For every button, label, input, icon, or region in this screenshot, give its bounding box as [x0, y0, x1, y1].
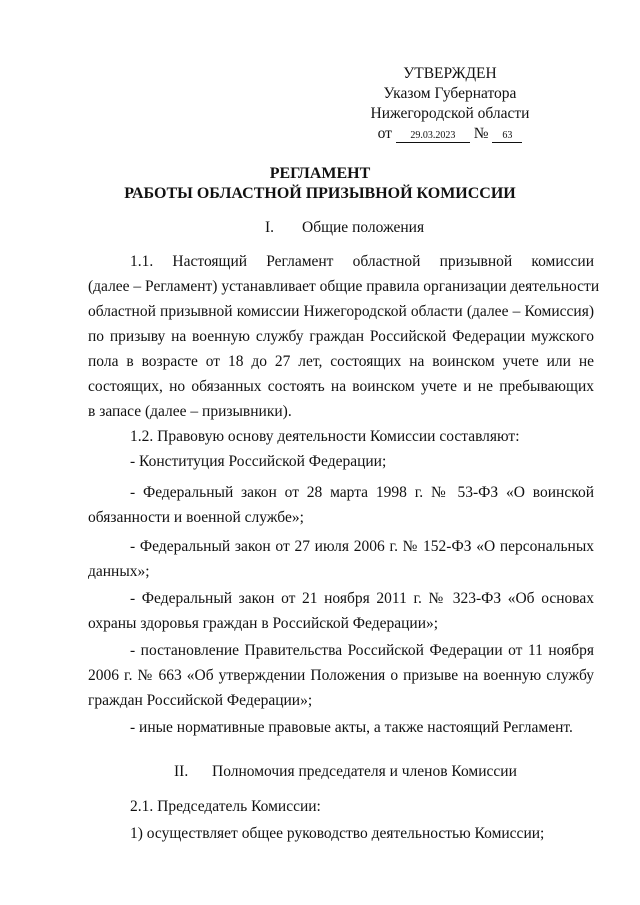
- approval-stamp: [360, 64, 540, 144]
- section-number: I.: [265, 219, 275, 236]
- approval-date-line: [360, 124, 540, 144]
- list-item: - Федеральный закон от 28 марта 1998 г. № 53-ФЗ «О воинской: [130, 484, 594, 501]
- list-item: - Конституция Российской Федерации;: [130, 453, 387, 470]
- list-item-continuation: данных»;: [88, 563, 150, 580]
- list-item: - постановление Правительства Российской Федерации от 11 ноября: [130, 642, 594, 659]
- approval-date-prefix: от: [377, 125, 392, 142]
- paragraph-line: в запасе (далее – призывники).: [88, 403, 292, 420]
- section-title: Общие положения: [302, 219, 425, 236]
- paragraph-line: по призыву на военную службу граждан Российской Федерации мужского: [88, 328, 594, 345]
- section-title: Полномочия председателя и членов Комиссии: [212, 763, 517, 780]
- paragraph-line: пола в возрасте от 18 до 27 лет, состоящих на воинском учете или не: [88, 353, 594, 370]
- paragraph-line: 1.2. Правовую основу деятельности Комиссии составляют:: [130, 428, 520, 445]
- list-item-continuation: обязанности и военной службе»;: [88, 509, 304, 526]
- approval-status: УТВЕРЖДЕН: [403, 65, 497, 82]
- list-item-continuation: граждан Российской Федерации»;: [88, 692, 313, 709]
- document-title-line2: РАБОТЫ ОБЛАСТНОЙ ПРИЗЫВНОЙ КОМИССИИ: [124, 185, 516, 202]
- approval-issuer-line1: Указом Губернатора: [383, 85, 517, 102]
- approval-number: 63: [492, 130, 522, 143]
- list-item-continuation: охраны здоровья граждан в Российской Федерации»;: [88, 615, 439, 632]
- document-title-line1: РЕГЛАМЕНТ: [269, 165, 371, 182]
- approval-date: 29.03.2023: [396, 130, 470, 143]
- paragraph-line: 1.1. Настоящий Регламент областной призывной комиссии: [130, 253, 594, 270]
- paragraph-line: (далее – Регламент) устанавливает общие правила организации деятельности: [88, 278, 600, 295]
- paragraph-line: состоящих, но обязанных состоять на воинском учете и не пребывающих: [88, 378, 594, 395]
- approval-number-prefix: №: [473, 125, 489, 142]
- list-item: - иные нормативные правовые акты, а также настоящий Регламент.: [130, 719, 573, 736]
- list-item: - Федеральный закон от 21 ноября 2011 г. № 323-ФЗ «Об основах: [130, 590, 594, 607]
- paragraph-line: 2.1. Председатель Комиссии:: [130, 798, 321, 815]
- list-item: - Федеральный закон от 27 июля 2006 г. № 152-ФЗ «О персональных: [130, 538, 594, 555]
- approval-issuer-line2: Нижегородской области: [370, 105, 530, 122]
- list-item-continuation: 2006 г. № 663 «Об утверждении Положения о призыве на военную службу: [88, 667, 594, 684]
- section-number: II.: [174, 763, 189, 780]
- paragraph-line: 1) осуществляет общее руководство деятельностью Комиссии;: [130, 825, 545, 842]
- paragraph-line: областной призывной комиссии Нижегородской области (далее – Комиссия): [88, 303, 594, 320]
